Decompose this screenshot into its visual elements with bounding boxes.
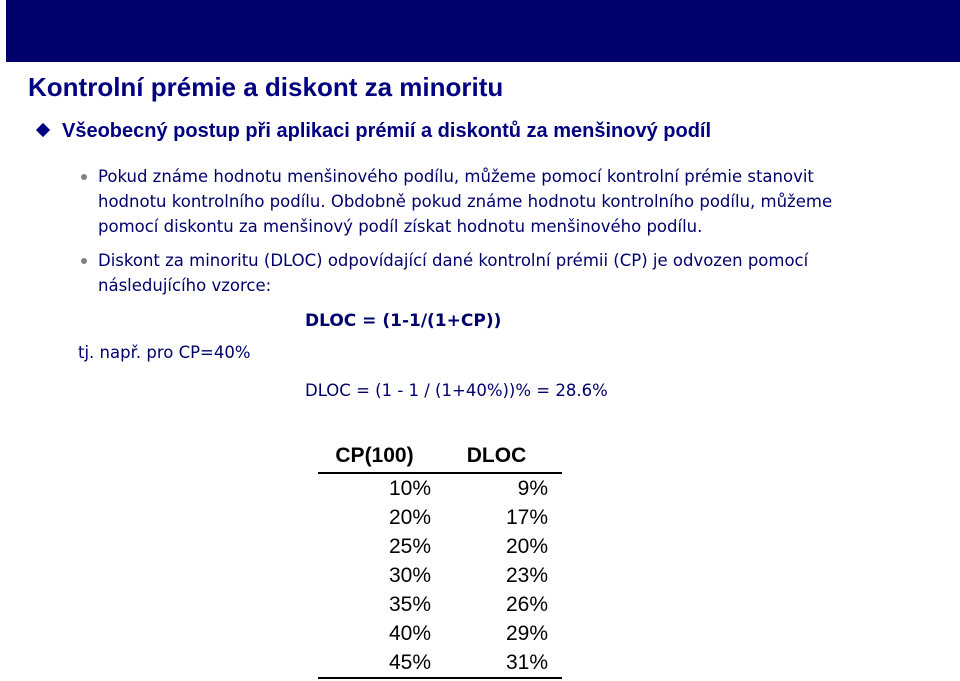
- bullet-dot-icon: [81, 174, 87, 180]
- cp-dloc-table: [318, 440, 562, 679]
- dloc-cell: 20%: [505, 534, 548, 558]
- table-row: [318, 532, 562, 561]
- dloc-cell: 26%: [505, 592, 548, 616]
- table-header-row: [318, 440, 562, 473]
- table-row: [318, 619, 562, 648]
- dloc-cell: 31%: [431, 648, 562, 678]
- column-header-dloc: DLOC: [431, 440, 562, 473]
- table-row: [318, 590, 562, 619]
- dloc-cell: 29%: [505, 621, 548, 645]
- example-calculation: DLOC = (1 - 1 / (1+40%))% = 28.6%: [305, 381, 608, 400]
- header-bar: [6, 0, 960, 62]
- column-header-cp: CP(100): [318, 440, 431, 473]
- cp-cell: 35%: [388, 592, 431, 616]
- diamond-bullet-icon: [36, 123, 50, 137]
- example-label: tj. např. pro CP=40%: [78, 343, 251, 362]
- dloc-formula: DLOC = (1-1/(1+CP)): [305, 311, 502, 331]
- section-heading: [36, 120, 711, 143]
- table-row: [318, 473, 562, 503]
- cp-cell: 20%: [388, 505, 431, 529]
- bullet-paragraph-2: [98, 248, 808, 298]
- slide-title: Kontrolní prémie a diskont za minoritu: [28, 72, 504, 102]
- cp-cell: 40%: [388, 621, 431, 645]
- table-row: [318, 648, 562, 678]
- section-heading-text: Všeobecný postup při aplikaci prémií a diskontů za menšinový podíl: [62, 120, 712, 142]
- bullet-2-line-2: následujícího vzorce:: [98, 276, 272, 295]
- cp-cell: 25%: [388, 534, 431, 558]
- bullet-2-line-1: Diskont za minoritu (DLOC) odpovídající dané kontrolní prémii (CP) je odvozen pomocí: [98, 251, 809, 270]
- bullet-1-line-3: pomocí diskontu za menšinový podíl získat hodnotu menšinového podílu.: [98, 217, 703, 236]
- cp-cell: 45%: [318, 648, 431, 678]
- dloc-cell: 17%: [505, 505, 548, 529]
- cp-cell: 10%: [388, 476, 431, 500]
- bullet-1-line-1: Pokud známe hodnotu menšinového podílu, můžeme pomocí kontrolní prémie stanovit: [98, 167, 814, 186]
- bullet-1-line-2: hodnotu kontrolního podílu. Obdobně pokud známe hodnotu kontrolního podílu, můžeme: [98, 192, 833, 211]
- dloc-cell: 23%: [505, 563, 548, 587]
- dloc-cell: 9%: [517, 476, 548, 500]
- bullet-paragraph-1: [98, 164, 832, 239]
- bullet-dot-icon: [81, 258, 87, 264]
- cp-cell: 30%: [388, 563, 431, 587]
- table-row: [318, 503, 562, 532]
- table-row: [318, 561, 562, 590]
